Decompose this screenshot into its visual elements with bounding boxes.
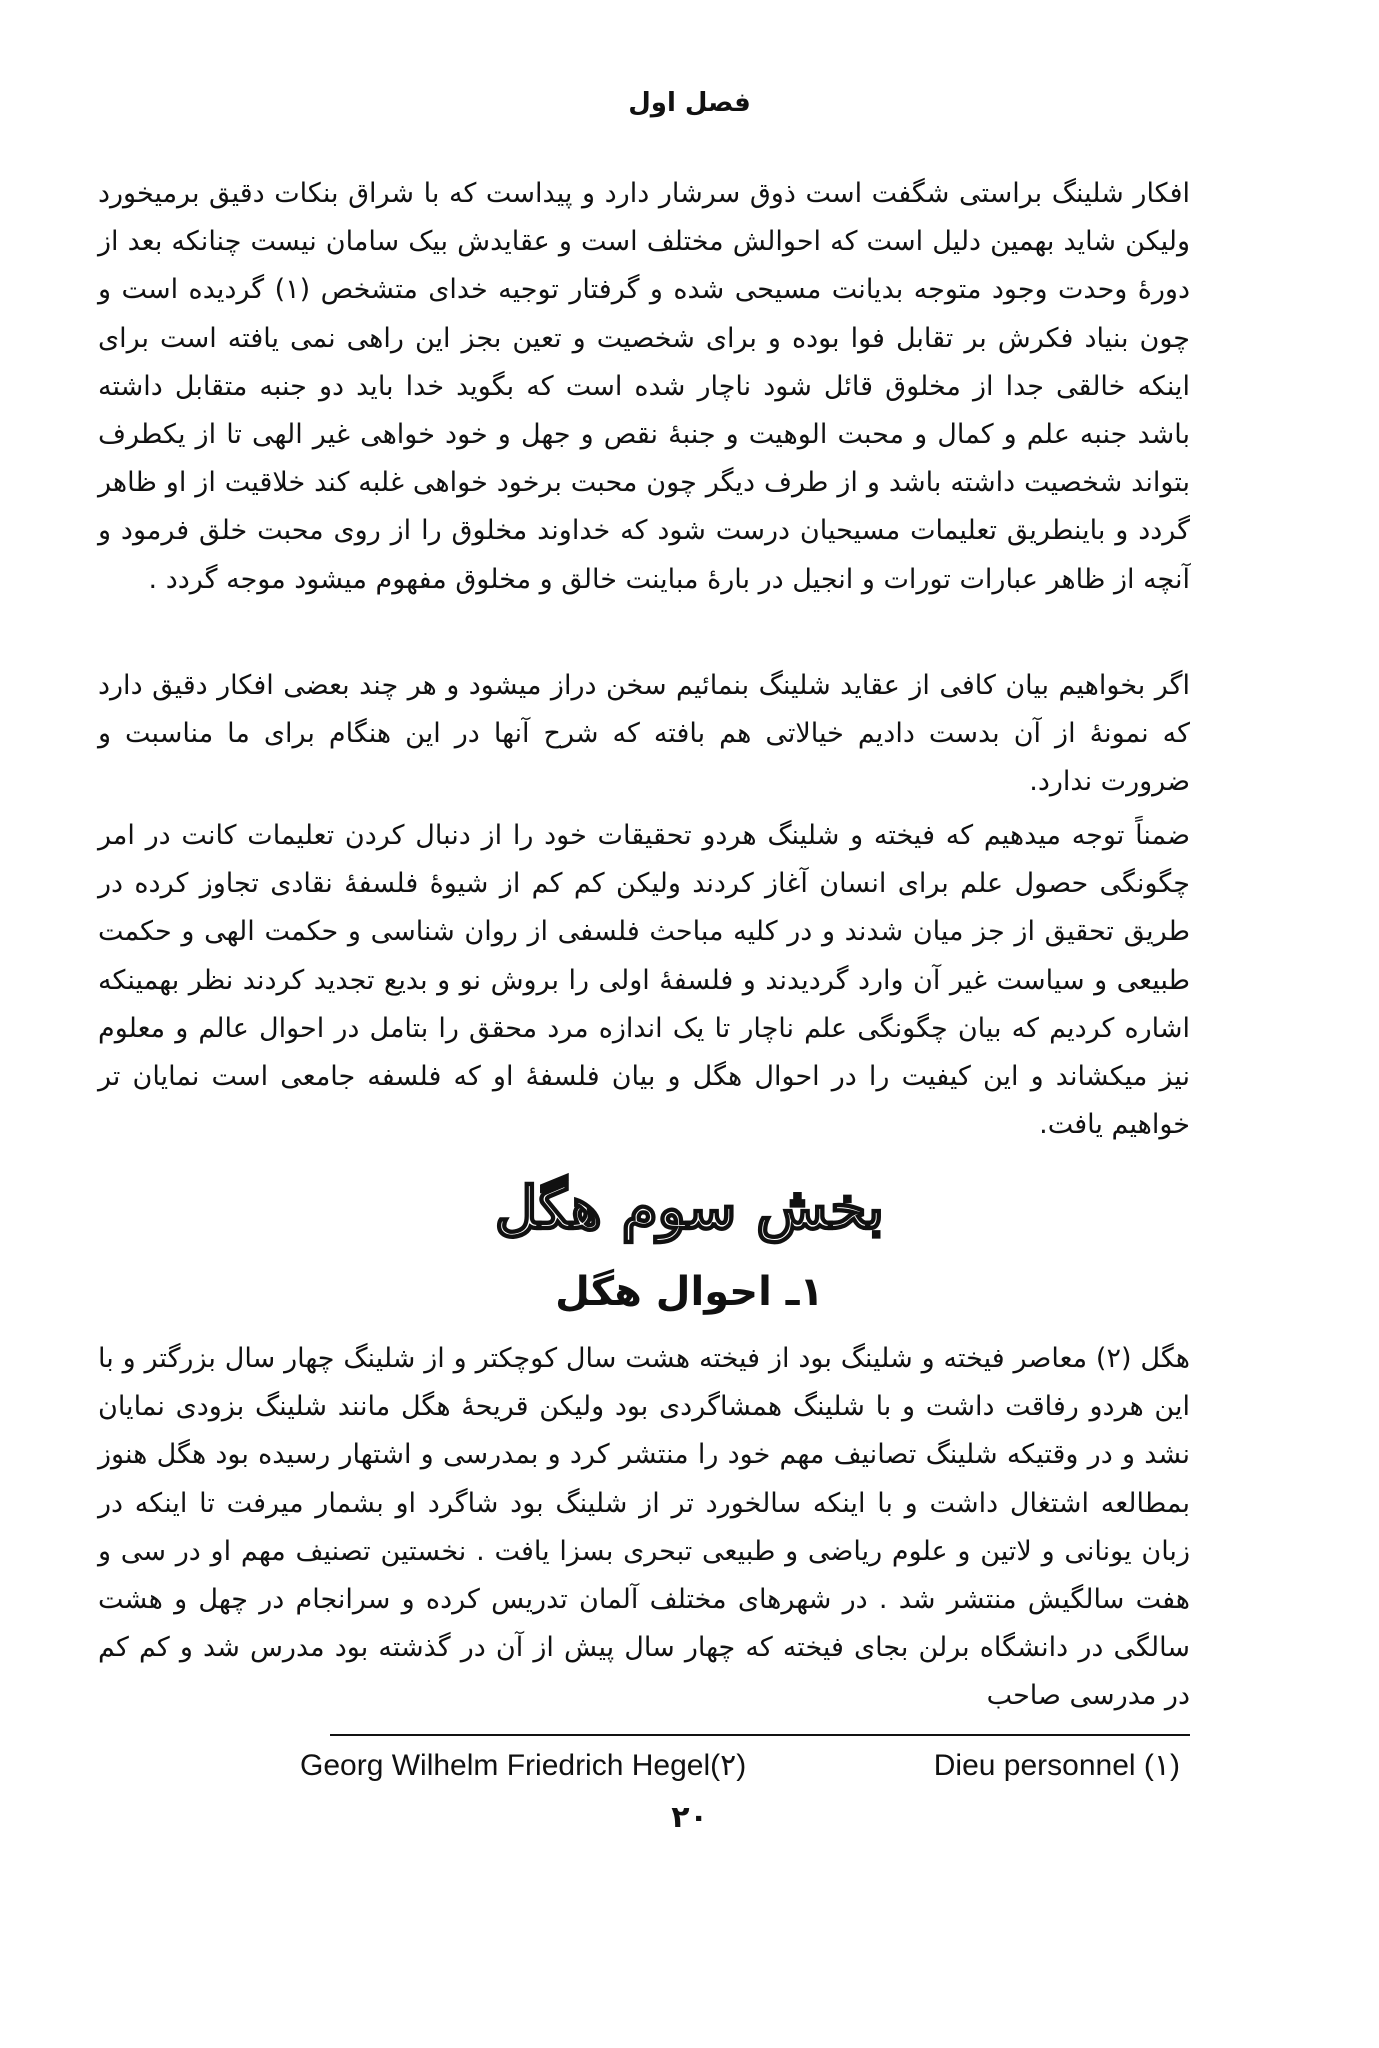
paragraph-schelling-summary: اگر بخواهیم بیان کافی از عقاید شلینگ بنمائیم سخن دراز میشود و هر چند بعضی افکار دقیق دارد که نمونهٔ از آن بدست دادیم خیالاتی هم بافته که شرح آنها در این هنگام برای ما مناسبت و ضرورت ندارد. [98,670,1190,798]
footnote-divider [330,1734,1190,1736]
paragraph-hegel-biography: هگل (۲) معاصر فیخته و شلینگ بود از فیخته هشت سال کوچکتر و از شلینگ چهار سال بزرگتر و با این هردو رفاقت داشت و با شلینگ همشاگردی بود ولیکن قریحهٔ هگل مانند شلینگ بزودی نمایان نشد و در وقتیکه شلینگ تصانیف مهم خود را منتشر کرد و بمدرسی و اشتهار رسیده بود هگل هنوز بمطالعه اشتغال داشت و با اینکه سالخورد تر از شلینگ بود شاگرد او بشمار میرفت تا اینکه در زبان یونانی و لاتین و علوم ریاضی و طبیعی تبحری بسزا یافت . نخستین تصنیف مهم او در سی و هفت سالگیش منتشر شد . در شهرهای مختلف آلمان تدریس کرده و سرانجام در چهل و هشت سالگی در دانشگاه برلن بجای فیخته که چهار سال پیش از آن در گذشته بود مدرس شد و کم کم در مدرسی صاحب [98,1343,1190,1712]
paragraph-schelling-thought: افکار شلینگ براستی شگفت است ذوق سرشار دارد و پیداست که با شراق بنکات دقیق برمیخورد ولیکن شاید بهمین دلیل است که احوالش مختلف است و عقایدش بیک سامان نیست چنانکه بعد از دورهٔ وحدت وجود متوجه بدیانت مسیحی شده و گرفتار توجیه خدای متشخص (۱) گردیده است و چون بنیاد فکرش بر تقابل فوا بوده و برای شخصیت و تعین بجز این راهی نمی یافته است برای اینکه خالقی جدا از مخلوق قائل شود ناچار شده است که بگوید خدا باید دو جنبه متقابل داشته باشد جنبه علم و کمال و محبت الوهیت و جنبهٔ نقص و جهل و خود خواهی غیر الهی تا از یکطرف بتواند شخصیت داشته باشد و از طرف دیگر چون محبت برخود خواهی غلبه کند خلاقیت از او ظاهر گردد و باینطریق تعلیمات مسیحیان درست شود که خداوند مخلوق را از روی محبت خلق فرمود و آنچه از ظاهر عبارات تورات و انجیل در بارهٔ مباینت خالق و مخلوق مفهوم میشود موجه گردد . [98,178,1190,595]
footnote-dieu-personnel: Dieu personnel (۱) [933,1749,1180,1782]
section-title: بخش سوم هگل [495,1174,884,1242]
page-number: ۲۰ [671,1800,708,1835]
running-head: فصل اول [628,88,751,118]
paragraph-fichte-schelling-kant: ضمناً توجه میدهیم که فیخته و شلینگ هردو تحقیقات خود را از دنبال کردن تعلیمات کانت در امر چگونگی حصول علم برای انسان آغاز کردند ولیکن کم کم از شیوهٔ فلسفهٔ نقادی تجاوز کرده در طریق تحقیق از جز میان شدند و در کلیه مباحث فلسفی از روان شناسی و حکمت الهی و حکمت طبیعی و سیاست غیر آن وارد گردیدند و فلسفهٔ اولی را بروش نو و بدیع تجدید کردند نظر بهمینکه اشاره کردیم که بیان چگونگی علم ناچار تا یک اندازه مرد محقق را بتامل در احوال عالم و معلوم نیز میکشاند و این کیفیت را در احوال هگل و بیان فلسفهٔ او که فلسفه جامعی است نمایان تر خواهیم یافت. [98,820,1190,1141]
subsection-title: ۱ـ احوال هگل [555,1269,824,1315]
footnotes [300,1744,1180,1788]
footnote-hegel-name: Georg Wilhelm Friedrich Hegel(۲) [300,1749,747,1782]
